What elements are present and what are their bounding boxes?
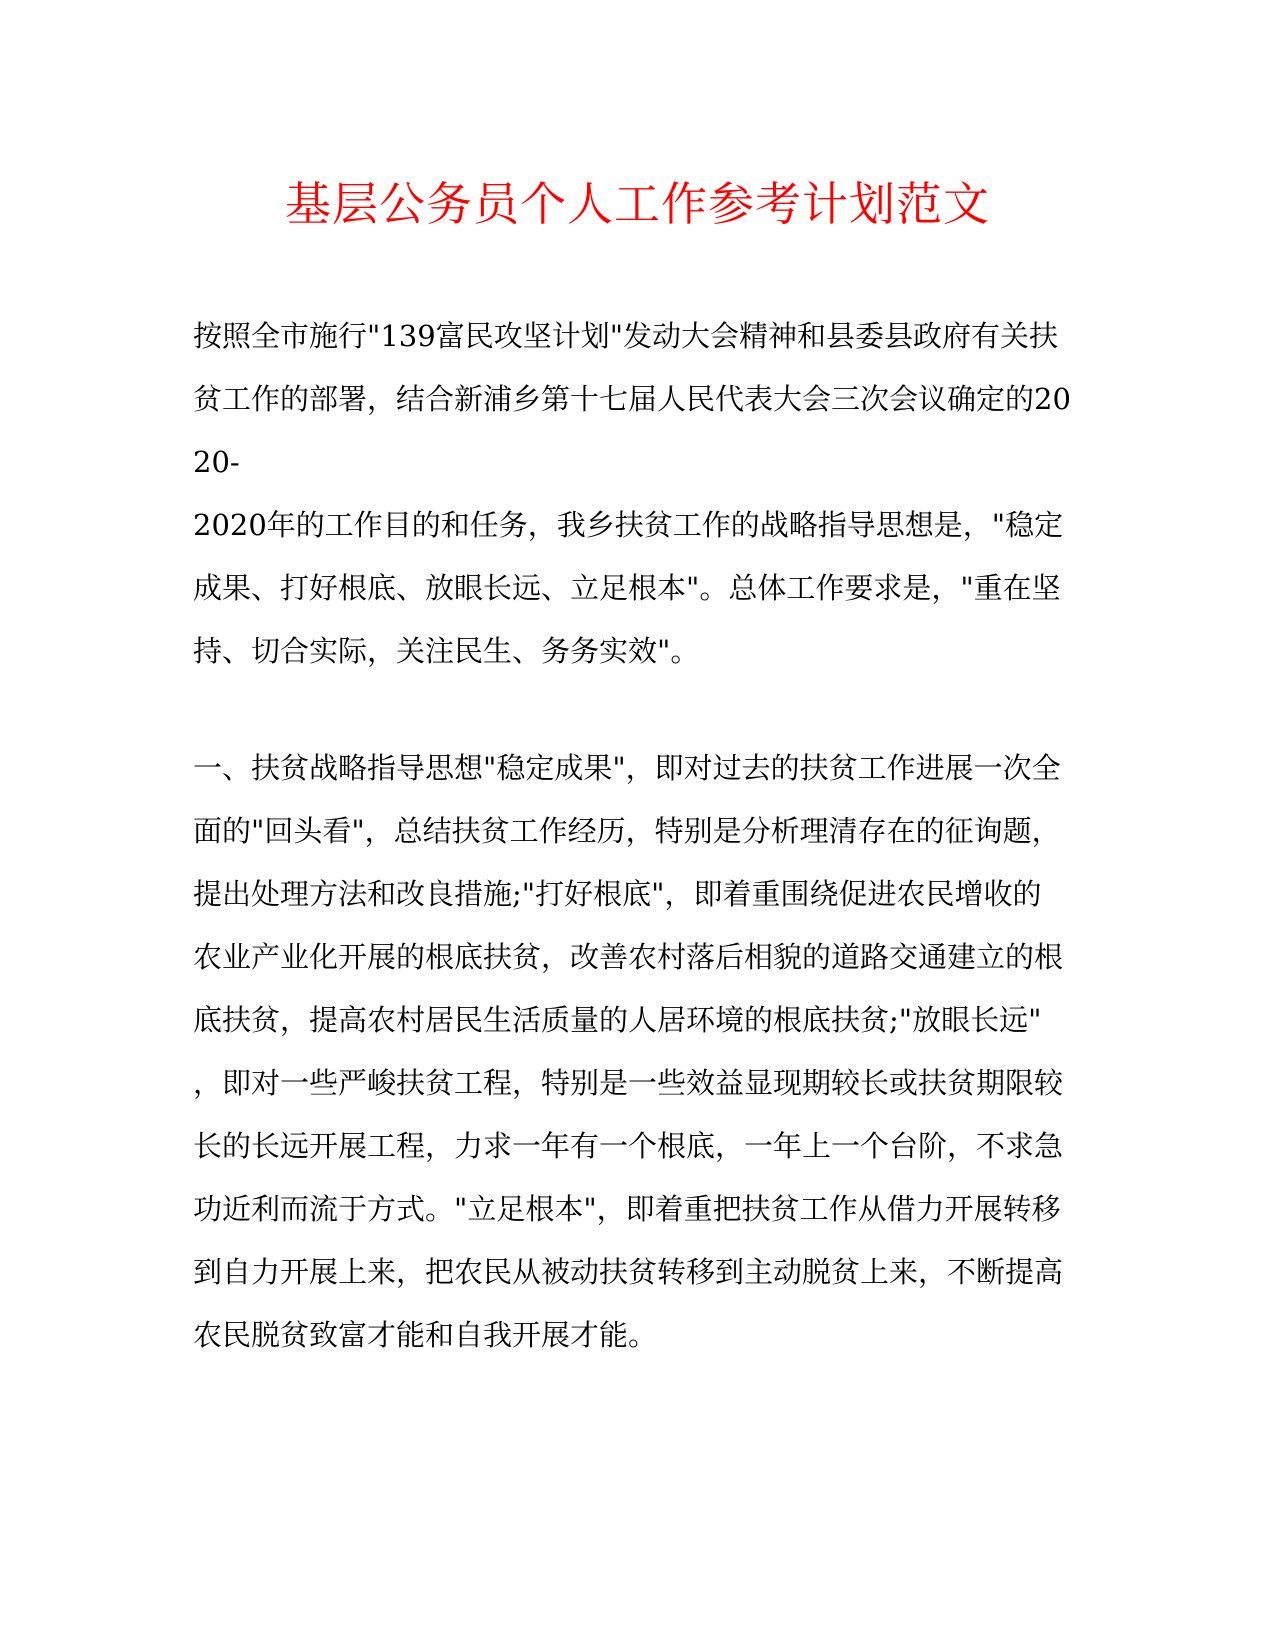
paragraph-line: 20- — [193, 445, 240, 479]
document-title: 基层公务员个人工作参考计划范文 — [285, 177, 990, 231]
paragraph-line: 2020年的工作目的和任务，我乡扶贫工作的战略指导思想是，"稳定 — [193, 508, 1064, 542]
paragraph-line: 到自力开展上来，把农民从被动扶贫转移到主动脱贫上来，不断提高 — [193, 1255, 1064, 1289]
paragraph-line: 农业产业化开展的根底扶贫，改善农村落后相貌的道路交通建立的根 — [193, 940, 1064, 974]
paragraph-line: 面的"回头看"，总结扶贫工作经历，特别是分析理清存在的征询题， — [193, 814, 1061, 848]
paragraph-line: 底扶贫，提高农村居民生活质量的人居环境的根底扶贫;"放眼长远" — [193, 1003, 1042, 1037]
paragraph-line: 农民脱贫致富才能和自我开展才能。 — [193, 1318, 658, 1352]
paragraph-line: 贫工作的部署，结合新浦乡第十七届人民代表大会三次会议确定的20 — [193, 382, 1071, 416]
paragraph-line: 提出处理方法和改良措施;"打好根底"，即着重围绕促进农民增收的 — [193, 877, 1042, 911]
paragraph-line: ，即对一些严峻扶贫工程，特别是一些效益显现期较长或扶贫期限较 — [193, 1066, 1064, 1100]
paragraph-line: 按照全市施行"139富民攻坚计划"发动大会精神和县委县政府有关扶 — [193, 319, 1059, 353]
paragraph-line: 长的长远开展工程，力求一年有一个根底，一年上一个台阶，不求急 — [193, 1129, 1064, 1163]
paragraph-line: 一、扶贫战略指导思想"稳定成果"，即对过去的扶贫工作进展一次全 — [193, 751, 1061, 785]
paragraph-line: 持、切合实际，关注民生、务务实效"。 — [193, 634, 700, 668]
paragraph-line: 成果、打好根底、放眼长远、立足根本"。总体工作要求是，"重在坚 — [193, 571, 1061, 605]
paragraph-line: 功近利而流于方式。"立足根本"，即着重把扶贫工作从借力开展转移 — [193, 1192, 1061, 1226]
